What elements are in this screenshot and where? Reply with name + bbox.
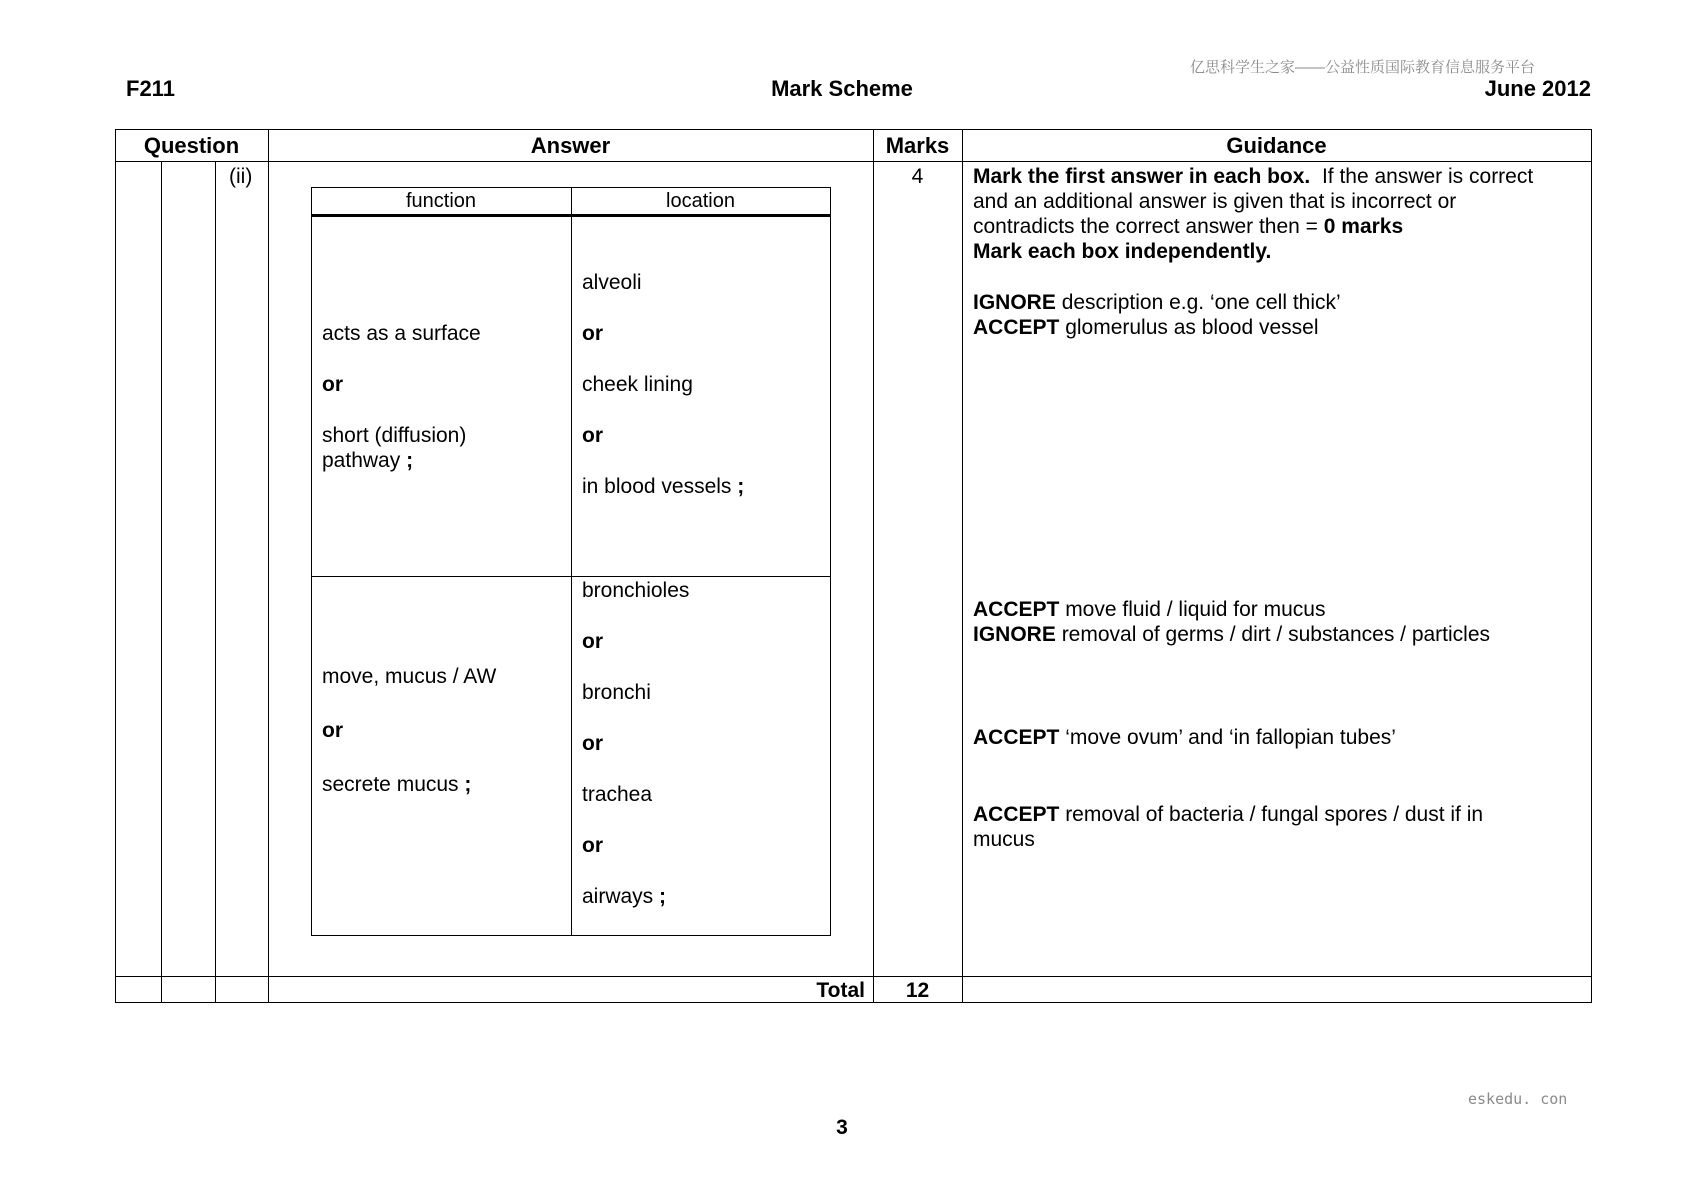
row2-location-line: bronchi <box>582 681 651 704</box>
guidance-line: ACCEPT removal of bacteria / fungal spores / dust if in <box>973 803 1484 826</box>
watermark-bottom: eskedu. con <box>1468 1090 1568 1108</box>
guidance-line: ACCEPT ‘move ovum’ and ‘in fallopian tubes’ <box>973 726 1396 749</box>
row1-function-or: or <box>322 373 343 396</box>
row2-function-line: move, mucus / AW <box>322 665 497 688</box>
row1-location-or: or <box>582 322 603 345</box>
row1-location-or: or <box>582 424 603 447</box>
column-header-guidance: Guidance <box>1226 133 1327 158</box>
row2-location-line: airways ; <box>582 885 667 908</box>
column-header-marks: Marks <box>885 133 950 158</box>
guidance-line: IGNORE description e.g. ‘one cell thick’ <box>973 291 1341 314</box>
row1-location-line: alveoli <box>582 271 642 294</box>
document-title: Mark Scheme <box>771 76 913 101</box>
guidance-line: and an additional answer is given that is incorrect or <box>973 190 1457 213</box>
row2-location-or: or <box>582 834 603 857</box>
row2-function-or: or <box>322 719 343 742</box>
inner-header-location: location <box>666 190 735 212</box>
row2-location-or: or <box>582 630 603 653</box>
row2-function-line: secrete mucus ; <box>322 773 472 796</box>
column-header-question: Question <box>143 133 240 158</box>
guidance-line: contradicts the correct answer then = 0 marks <box>973 215 1404 238</box>
marks-value: 4 <box>911 165 924 188</box>
watermark-top: 亿思科学生之家——公益性质国际教育信息服务平台 <box>1190 59 1536 76</box>
inner-header-function: function <box>405 190 477 212</box>
row2-location-or: or <box>582 732 603 755</box>
row2-location-line: bronchioles <box>582 579 690 602</box>
page-number: 3 <box>836 1116 848 1139</box>
document-date: June 2012 <box>1484 76 1591 101</box>
guidance-line: mucus <box>973 828 1035 851</box>
row1-function-line: pathway ; <box>322 449 414 472</box>
guidance-line: Mark each box independently. <box>973 240 1272 263</box>
total-label: Total <box>816 979 865 1002</box>
guidance-line: Mark the first answer in each box. If the answer is correct <box>973 165 1534 188</box>
row1-location-line: in blood vessels ; <box>582 475 745 498</box>
total-value: 12 <box>905 979 930 1002</box>
row1-function-line: acts as a surface <box>322 322 481 345</box>
guidance-line: ACCEPT glomerulus as blood vessel <box>973 316 1319 339</box>
guidance-line: IGNORE removal of germs / dirt / substances / particles <box>973 623 1491 646</box>
document-code: F211 <box>126 76 175 101</box>
row1-location-line: cheek lining <box>582 373 693 396</box>
column-header-answer: Answer <box>530 133 611 158</box>
row2-location-line: trachea <box>582 783 653 806</box>
guidance-line: ACCEPT move fluid / liquid for mucus <box>973 598 1326 621</box>
question-part: (ii) <box>229 165 253 188</box>
row1-function-line: short (diffusion) <box>322 424 467 447</box>
